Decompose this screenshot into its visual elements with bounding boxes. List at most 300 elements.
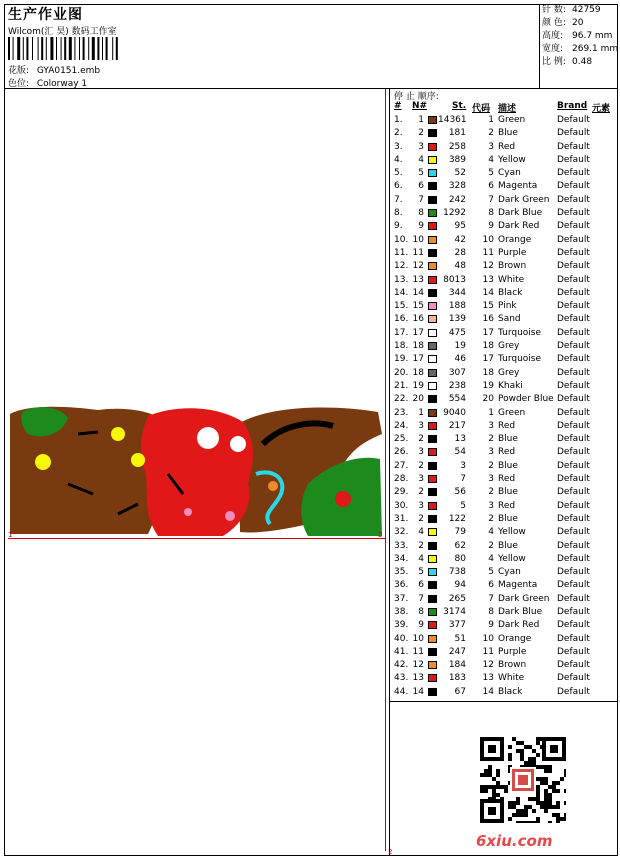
qr-module bbox=[540, 781, 544, 785]
row-code: 7 bbox=[488, 593, 494, 604]
qr-module bbox=[512, 805, 516, 809]
row-description: Dark Red bbox=[498, 221, 540, 232]
yellow-eye bbox=[111, 427, 125, 441]
qr-module bbox=[480, 789, 484, 793]
white-face bbox=[197, 427, 219, 449]
row-brand: Default bbox=[557, 354, 590, 365]
row-needle: 3 bbox=[418, 420, 424, 431]
table-row bbox=[392, 367, 618, 380]
row-needle: 3 bbox=[418, 141, 424, 152]
qr-module bbox=[496, 781, 500, 785]
row-brand: Default bbox=[557, 474, 590, 485]
qr-module bbox=[528, 761, 532, 765]
row-index: 43. bbox=[394, 673, 409, 684]
row-index: 21. bbox=[394, 380, 409, 391]
table-row bbox=[392, 114, 618, 127]
stat-width: 宽度: 269.1 mm bbox=[542, 44, 619, 55]
qr-module bbox=[544, 805, 548, 809]
header-index: # bbox=[394, 101, 402, 111]
row-needle: 3 bbox=[418, 474, 424, 485]
row-index: 1. bbox=[394, 115, 403, 125]
row-description: Black bbox=[498, 686, 523, 697]
row-index: 35. bbox=[394, 567, 409, 578]
row-code: 14 bbox=[482, 686, 494, 697]
row-code: 12 bbox=[482, 261, 494, 272]
table-row bbox=[392, 659, 618, 672]
row-needle: 5 bbox=[418, 168, 424, 179]
header-stitches: St. bbox=[452, 101, 467, 111]
row-stitches: 217 bbox=[448, 420, 466, 431]
row-stitches: 19 bbox=[454, 341, 466, 352]
qr-module bbox=[492, 785, 496, 789]
barcode-bar bbox=[32, 37, 33, 60]
row-brand: Default bbox=[557, 513, 590, 524]
qr-module bbox=[512, 737, 516, 741]
row-description: Cyan bbox=[498, 168, 521, 179]
qr-module bbox=[492, 777, 496, 781]
row-index: 5. bbox=[394, 168, 403, 179]
qr-module bbox=[540, 777, 544, 781]
table-row bbox=[392, 513, 618, 526]
row-needle: 8 bbox=[418, 606, 424, 617]
row-needle: 17 bbox=[412, 354, 424, 365]
page-title: 生产作业图 bbox=[8, 7, 83, 23]
table-header bbox=[392, 101, 618, 112]
color-swatch bbox=[428, 156, 437, 164]
row-stitches: 62 bbox=[454, 540, 466, 551]
row-description: Dark Blue bbox=[498, 208, 543, 219]
row-index: 23. bbox=[394, 407, 409, 418]
qr-module bbox=[548, 805, 552, 809]
color-swatch bbox=[428, 329, 437, 337]
row-stitches: 183 bbox=[448, 673, 466, 684]
row-description: Orange bbox=[498, 234, 532, 245]
table-row bbox=[392, 672, 618, 685]
qr-module bbox=[548, 769, 552, 773]
row-code: 1 bbox=[488, 407, 494, 418]
row-stitches: 238 bbox=[448, 380, 466, 391]
row-description: Khaki bbox=[498, 380, 523, 391]
row-brand: Default bbox=[557, 487, 590, 498]
color-swatch bbox=[428, 129, 437, 137]
qr-module bbox=[540, 737, 544, 741]
row-needle: 7 bbox=[418, 593, 424, 604]
qr-module bbox=[548, 801, 552, 805]
table-row bbox=[392, 340, 618, 353]
qr-module bbox=[496, 785, 500, 789]
row-brand: Default bbox=[557, 287, 590, 298]
table-row bbox=[392, 633, 618, 646]
qr-module bbox=[532, 749, 536, 753]
row-code: 12 bbox=[482, 660, 494, 671]
row-code: 5 bbox=[488, 168, 494, 179]
color-swatch bbox=[428, 249, 437, 257]
color-swatch bbox=[428, 621, 437, 629]
table-row bbox=[392, 646, 618, 659]
row-code: 2 bbox=[488, 540, 494, 551]
color-swatch bbox=[428, 542, 437, 550]
row-code: 10 bbox=[482, 633, 494, 644]
qr-module bbox=[540, 801, 544, 805]
row-needle: 13 bbox=[412, 673, 424, 684]
row-description: Yellow bbox=[498, 553, 526, 564]
header-brand: Brand bbox=[557, 101, 588, 111]
row-brand: Default bbox=[557, 301, 590, 312]
row-brand: Default bbox=[557, 500, 590, 511]
row-brand: Default bbox=[557, 194, 590, 205]
row-brand: Default bbox=[557, 274, 590, 285]
row-needle: 9 bbox=[418, 620, 424, 631]
qr-module bbox=[520, 749, 524, 753]
row-index: 38. bbox=[394, 606, 409, 617]
row-description: Green bbox=[498, 407, 526, 418]
row-brand: Default bbox=[557, 208, 590, 219]
row-code: 20 bbox=[482, 394, 494, 405]
table-row bbox=[392, 260, 618, 273]
color-swatch bbox=[428, 116, 437, 124]
qr-module bbox=[488, 765, 492, 769]
qr-module bbox=[508, 745, 512, 749]
qr-module bbox=[508, 757, 512, 761]
row-description: Red bbox=[498, 447, 516, 458]
row-description: Red bbox=[498, 141, 516, 152]
row-code: 3 bbox=[488, 474, 494, 485]
row-stitches: 258 bbox=[448, 141, 466, 152]
row-needle: 6 bbox=[418, 181, 424, 192]
table-row bbox=[392, 247, 618, 260]
row-stitches: 188 bbox=[448, 301, 466, 312]
qr-module bbox=[500, 797, 504, 801]
row-stitches: 13 bbox=[454, 434, 466, 445]
barcode-bar bbox=[8, 37, 10, 60]
row-brand: Default bbox=[557, 407, 590, 418]
qr-module bbox=[488, 797, 492, 801]
barcode-bar bbox=[106, 37, 108, 60]
table-row bbox=[392, 619, 618, 632]
row-description: Orange bbox=[498, 633, 532, 644]
row-code: 14 bbox=[482, 287, 494, 298]
row-code: 2 bbox=[488, 487, 494, 498]
row-stitches: 80 bbox=[454, 553, 466, 564]
qr-module bbox=[524, 821, 528, 823]
marker-right: 2 bbox=[378, 531, 383, 539]
color-swatch bbox=[428, 555, 437, 563]
table-divider bbox=[388, 88, 393, 856]
row-stitches: 9040 bbox=[443, 407, 466, 418]
row-code: 2 bbox=[488, 434, 494, 445]
row-needle: 1 bbox=[418, 407, 424, 418]
qr-module bbox=[548, 785, 552, 789]
row-description: Yellow bbox=[498, 527, 526, 538]
row-description: Brown bbox=[498, 660, 527, 671]
qr-module bbox=[484, 769, 488, 773]
stat-stitches: 针 数: 42759 bbox=[542, 5, 601, 15]
qr-module bbox=[488, 785, 492, 789]
qr-module bbox=[536, 785, 540, 789]
qr-module bbox=[508, 753, 512, 757]
table-row bbox=[392, 180, 618, 193]
row-index: 37. bbox=[394, 593, 409, 604]
row-index: 3. bbox=[394, 141, 403, 152]
row-index: 29. bbox=[394, 487, 409, 498]
qr-module bbox=[488, 745, 496, 753]
qr-module bbox=[564, 773, 566, 777]
color-swatch bbox=[428, 568, 437, 576]
row-index: 6. bbox=[394, 181, 403, 192]
qr-module bbox=[536, 753, 540, 757]
row-needle: 10 bbox=[412, 633, 424, 644]
row-needle: 17 bbox=[412, 327, 424, 338]
row-needle: 3 bbox=[418, 447, 424, 458]
row-index: 42. bbox=[394, 660, 409, 671]
barcode-bar bbox=[83, 37, 85, 60]
color-swatch bbox=[428, 608, 437, 616]
row-brand: Default bbox=[557, 686, 590, 697]
qr-module bbox=[552, 781, 556, 785]
row-code: 5 bbox=[488, 567, 494, 578]
row-stitches: 247 bbox=[448, 646, 466, 657]
row-brand: Default bbox=[557, 593, 590, 604]
qr-module bbox=[544, 765, 548, 769]
qr-module bbox=[532, 757, 536, 761]
qr-module bbox=[556, 801, 560, 805]
row-code: 3 bbox=[488, 141, 494, 152]
qr-module bbox=[516, 749, 520, 753]
row-needle: 9 bbox=[418, 221, 424, 232]
barcode-bar bbox=[112, 37, 113, 60]
row-brand: Default bbox=[557, 646, 590, 657]
row-needle: 15 bbox=[412, 301, 424, 312]
color-swatch bbox=[428, 262, 437, 270]
qr-module bbox=[552, 805, 556, 809]
row-description: Red bbox=[498, 474, 516, 485]
row-brand: Default bbox=[557, 141, 590, 152]
qr-module bbox=[520, 809, 524, 813]
row-index: 31. bbox=[394, 513, 409, 524]
qr-module bbox=[520, 813, 524, 817]
color-swatch bbox=[428, 382, 437, 390]
qr-module bbox=[564, 813, 566, 817]
barcode-bar bbox=[38, 37, 39, 60]
row-description: Cyan bbox=[498, 567, 521, 578]
row-index: 24. bbox=[394, 420, 409, 431]
row-index: 16. bbox=[394, 314, 409, 325]
table-row bbox=[392, 380, 618, 393]
marker-left: 1 bbox=[8, 531, 13, 539]
marker-bottom: 2 bbox=[388, 848, 393, 856]
qr-module bbox=[528, 805, 532, 809]
header-code: 代码 bbox=[472, 104, 491, 114]
row-brand: Default bbox=[557, 154, 590, 165]
qr-module bbox=[508, 805, 512, 809]
row-needle: 4 bbox=[418, 553, 424, 564]
header-divider bbox=[4, 88, 618, 89]
color-swatch bbox=[428, 289, 437, 297]
header-n: N# bbox=[412, 101, 428, 111]
row-needle: 16 bbox=[412, 314, 424, 325]
row-code: 4 bbox=[488, 527, 494, 538]
color-swatch bbox=[428, 688, 437, 696]
qr-module bbox=[520, 757, 524, 761]
row-description: Black bbox=[498, 287, 523, 298]
table-row bbox=[392, 460, 618, 473]
white-face bbox=[230, 436, 246, 452]
barcode-bar bbox=[50, 37, 53, 60]
qr-module bbox=[550, 745, 558, 753]
row-index: 26. bbox=[394, 447, 409, 458]
row-description: Turquoise bbox=[498, 354, 542, 365]
row-brand: Default bbox=[557, 247, 590, 258]
qr-module bbox=[556, 805, 560, 809]
row-description: Purple bbox=[498, 247, 527, 258]
barcode-bar bbox=[26, 37, 28, 60]
row-index: 8. bbox=[394, 208, 403, 219]
row-code: 4 bbox=[488, 553, 494, 564]
color-swatch bbox=[428, 395, 437, 403]
qr-module bbox=[536, 793, 540, 797]
color-swatch bbox=[428, 236, 437, 244]
row-description: Yellow bbox=[498, 154, 526, 165]
design-stats bbox=[542, 4, 618, 69]
stat-height: 高度: 96.7 mm bbox=[542, 31, 613, 42]
row-needle: 11 bbox=[412, 646, 424, 657]
row-needle: 5 bbox=[418, 567, 424, 578]
qr-module bbox=[496, 773, 500, 777]
stop-sequence-table bbox=[392, 114, 618, 699]
barcode-bar bbox=[46, 37, 47, 60]
row-needle: 2 bbox=[418, 128, 424, 139]
qr-module bbox=[560, 777, 564, 781]
row-brand: Default bbox=[557, 553, 590, 564]
row-code: 18 bbox=[482, 367, 494, 378]
qr-module bbox=[552, 785, 556, 789]
qr-module bbox=[516, 813, 520, 817]
design-baseline bbox=[8, 538, 386, 539]
row-brand: Default bbox=[557, 221, 590, 232]
qr-module bbox=[492, 797, 496, 801]
qr-module bbox=[544, 809, 548, 813]
qr-module bbox=[556, 821, 560, 823]
qr-module bbox=[488, 769, 492, 773]
qr-module bbox=[520, 753, 524, 757]
qr-module bbox=[556, 789, 560, 793]
row-needle: 8 bbox=[418, 208, 424, 219]
row-code: 10 bbox=[482, 234, 494, 245]
table-row bbox=[392, 566, 618, 579]
header-desc: 描述 bbox=[498, 104, 517, 114]
table-row bbox=[392, 686, 618, 699]
red-eye bbox=[335, 491, 351, 507]
row-description: Magenta bbox=[498, 181, 538, 192]
qr-module bbox=[516, 821, 520, 823]
row-stitches: 184 bbox=[448, 660, 466, 671]
table-row bbox=[392, 407, 618, 420]
qr-module bbox=[480, 785, 484, 789]
row-brand: Default bbox=[557, 420, 590, 431]
qr-module bbox=[548, 797, 552, 801]
row-needle: 6 bbox=[418, 580, 424, 591]
colorway-line bbox=[8, 76, 87, 89]
row-index: 28. bbox=[394, 474, 409, 485]
row-needle: 3 bbox=[418, 500, 424, 511]
row-index: 36. bbox=[394, 580, 409, 591]
row-stitches: 54 bbox=[454, 447, 466, 458]
row-description: Pink bbox=[498, 301, 517, 312]
row-index: 7. bbox=[394, 194, 403, 205]
row-description: Blue bbox=[498, 513, 518, 524]
row-description: Dark Green bbox=[498, 194, 550, 205]
qr-module bbox=[520, 821, 524, 823]
row-description: Blue bbox=[498, 460, 518, 471]
row-index: 20. bbox=[394, 367, 409, 378]
qr-module bbox=[552, 813, 556, 817]
qr-module bbox=[540, 805, 544, 809]
row-brand: Default bbox=[557, 181, 590, 192]
qr-module bbox=[528, 757, 532, 761]
row-code: 6 bbox=[488, 181, 494, 192]
qr-module bbox=[544, 781, 548, 785]
row-code: 2 bbox=[488, 128, 494, 139]
row-brand: Default bbox=[557, 460, 590, 471]
row-index: 34. bbox=[394, 553, 409, 564]
row-stitches: 8013 bbox=[443, 274, 466, 285]
qr-module bbox=[480, 773, 484, 777]
row-brand: Default bbox=[557, 620, 590, 631]
row-needle: 4 bbox=[418, 527, 424, 538]
qr-module bbox=[544, 777, 548, 781]
row-code: 16 bbox=[482, 314, 494, 325]
qr-divider bbox=[389, 701, 618, 702]
row-stitches: 14361 bbox=[438, 115, 467, 125]
row-code: 13 bbox=[482, 274, 494, 285]
row-brand: Default bbox=[557, 606, 590, 617]
qr-module bbox=[536, 821, 540, 823]
color-swatch bbox=[428, 169, 437, 177]
qr-module bbox=[560, 817, 564, 821]
row-code: 3 bbox=[488, 500, 494, 511]
color-swatch bbox=[428, 342, 437, 350]
qr-module bbox=[536, 765, 540, 769]
row-code: 19 bbox=[482, 380, 494, 391]
qr-module bbox=[556, 781, 560, 785]
qr-module bbox=[496, 769, 500, 773]
row-description: Grey bbox=[498, 367, 520, 378]
color-swatch bbox=[428, 302, 437, 310]
row-index: 40. bbox=[394, 633, 409, 644]
qr-module bbox=[556, 813, 560, 817]
qr-module bbox=[536, 789, 540, 793]
table-row bbox=[392, 327, 618, 340]
qr-module bbox=[512, 801, 516, 805]
row-stitches: 265 bbox=[448, 593, 466, 604]
row-description: Dark Green bbox=[498, 593, 550, 604]
stat-scale: 比 例: 0.48 bbox=[542, 57, 593, 68]
row-code: 9 bbox=[488, 221, 494, 232]
qr-module bbox=[536, 777, 540, 781]
table-row bbox=[392, 579, 618, 592]
row-description: Purple bbox=[498, 646, 527, 657]
qr-module bbox=[532, 821, 536, 823]
table-row bbox=[392, 553, 618, 566]
barcode-bar bbox=[13, 37, 14, 60]
row-code: 13 bbox=[482, 673, 494, 684]
row-description: Dark Red bbox=[498, 620, 540, 631]
qr-module bbox=[518, 775, 528, 785]
row-description: Blue bbox=[498, 128, 518, 139]
row-stitches: 28 bbox=[454, 247, 466, 258]
row-stitches: 377 bbox=[448, 620, 466, 631]
table-row bbox=[392, 433, 618, 446]
